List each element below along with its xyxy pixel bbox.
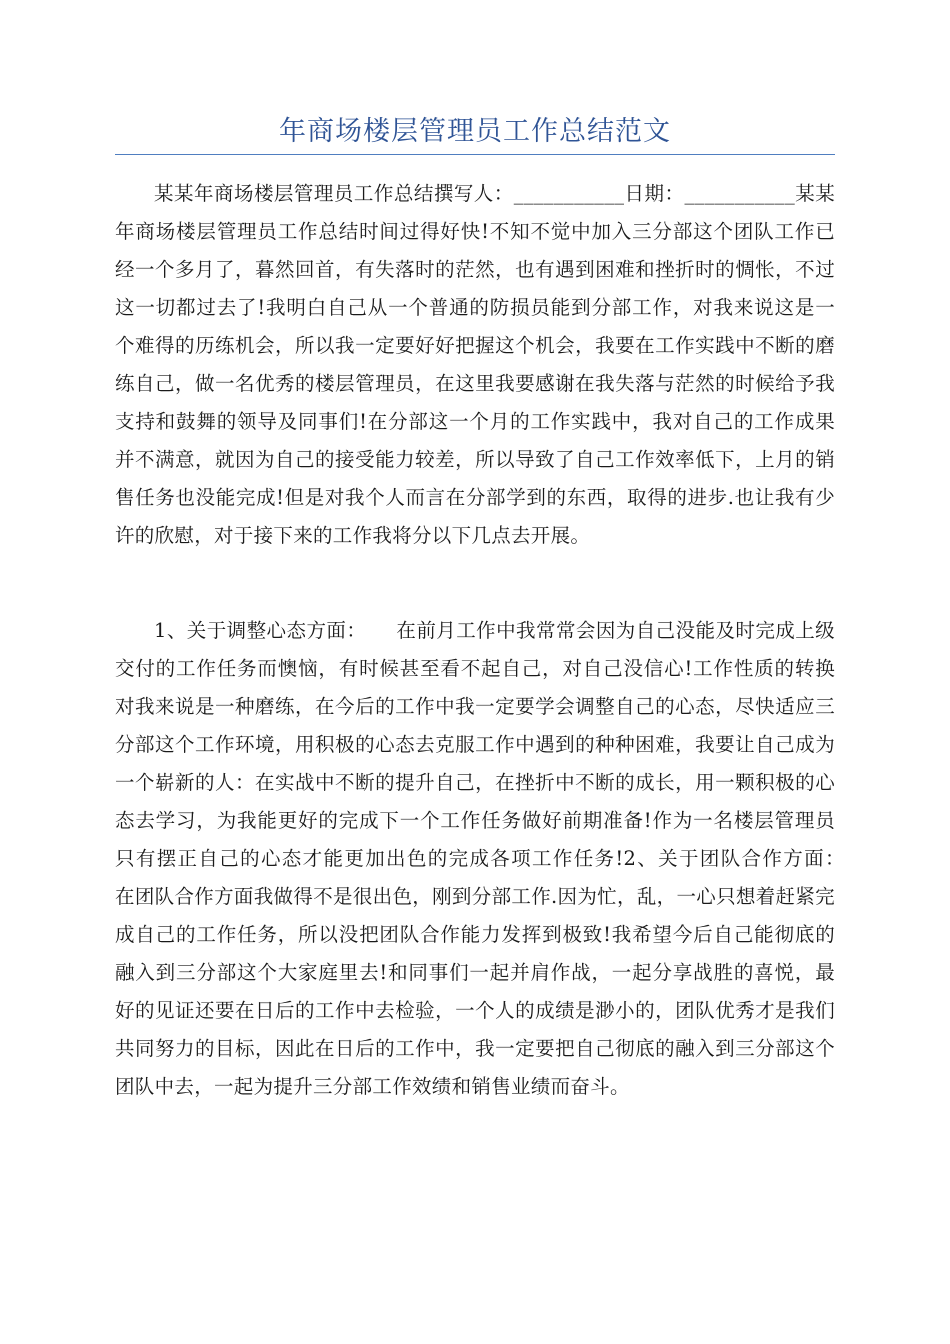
document-title: 年商场楼层管理员工作总结范文 (279, 116, 671, 147)
paragraph-sections: 1、关于调整心态方面： 在前月工作中我常常会因为自己没能及时完成上级交付的工作任务而懊恼，有时候甚至看不起自己，对自己没信心!工作性质的转换对我来说是一种磨练，在今后的工作中我一定要学会调整自己的心态，尽快适应三分部这个工作环境，用积极的心态去克服工作中遇到的种种困难，我要让自己成为一个崭新的人：在实战中不断的提升自己，在挫折中不断的成长，用一颗积极的心态去学习，为我能更好的完成下一个工作任务做好前期准备!作为一名楼层管理员只有摆正自己的心态才能更加出色的完成各项工作任务!2、关于团队合作方面： 在团队合作方面我做得不是很出色，刚到分部工作.因为忙，乱，一心只想着赶紧完成自己的工作任务，所以没把团队合作能力发挥到极致!我希望今后自己能彻底的融入到三分部这个大家庭里去!和同事们一起并肩作战，一起分享战胜的喜悦，最好的见证还要在日后的工作中去检验，一个人的成绩是渺小的，团队优秀才是我们共同努力的目标，因此在日后的工作中，我一定要把自己彻底的融入到三分部这个团队中去，一起为提升三分部工作效绩和销售业绩而奋斗。 (115, 619, 875, 1098)
title-underline (115, 154, 835, 155)
paragraph-intro: 某某年商场楼层管理员工作总结撰写人：___________日期：___________某某年商场楼层管理员工作总结时间过得好快!不知不觉中加入三分部这个团队工作已经一个多月了，暮然回首，有失落时的茫然，也有遇到困难和挫折时的惆怅，不过这一切都过去了!我明白自己从一个普通的防损员能到分部工作，对我来说这是一个难得的历练机会，所以我一定要好好把握这个机会，我要在工作实践中不断的磨练自己，做一名优秀的楼层管理员，在这里我要感谢在我失落与茫然的时候给予我支持和鼓舞的领导及同事们!在分部这一个月的工作实践中，我对自己的工作成果并不满意，就因为自己的接受能力较差，所以导致了自己工作效率低下，上月的销售任务也没能完成!但是对我个人而言在分部学到的东西，取得的进步.也让我有少许的欣慰，对于接下来的工作我将分以下几点去开展。 (115, 182, 835, 547)
